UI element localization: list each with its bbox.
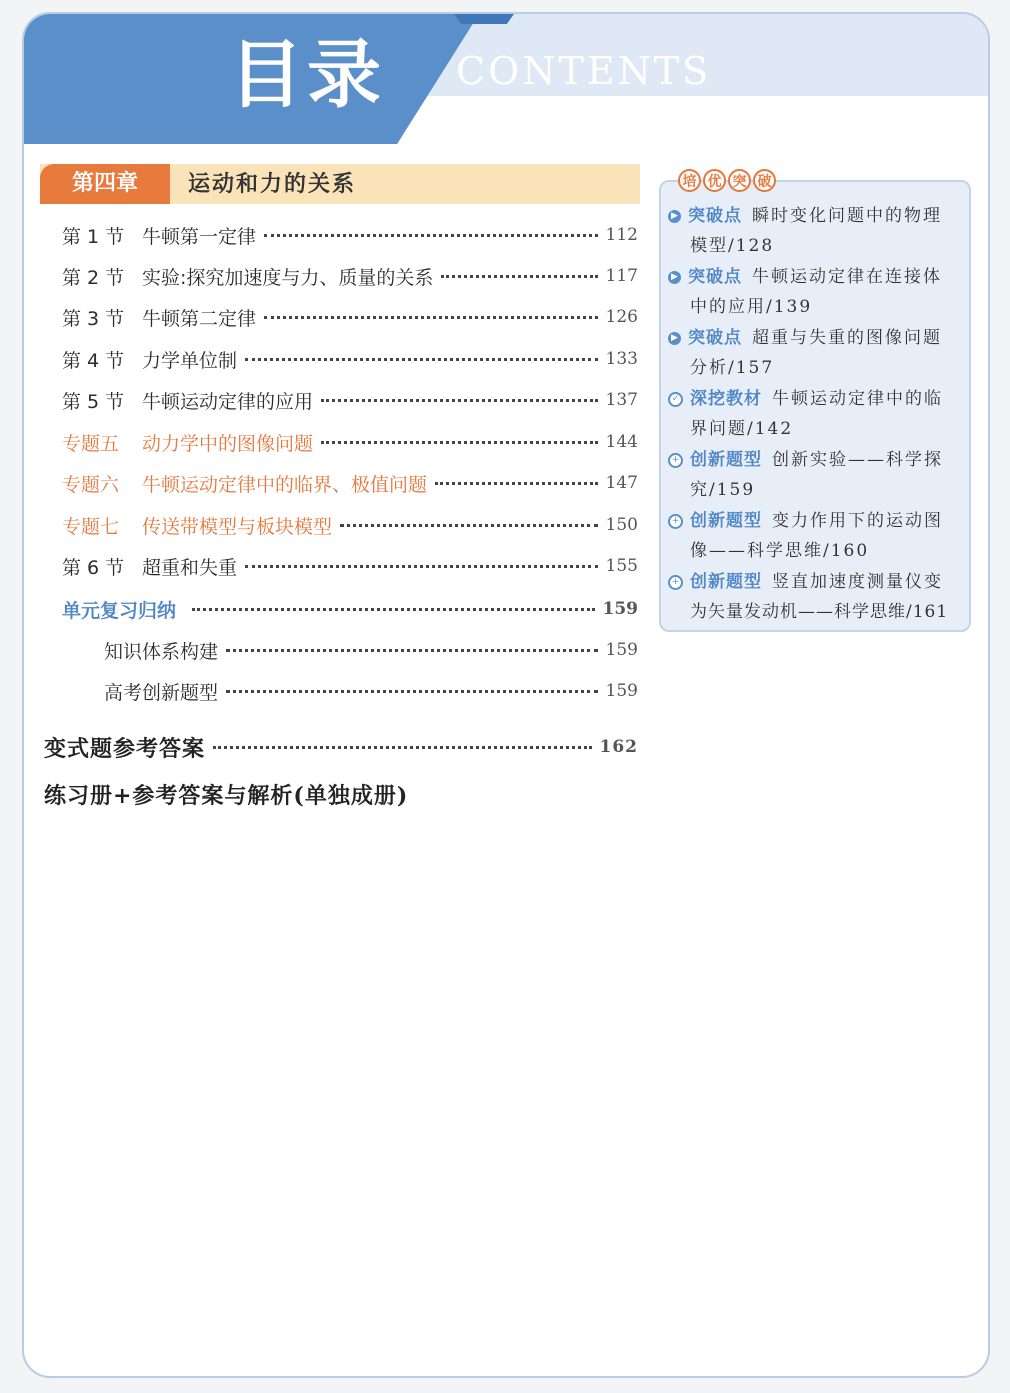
toc-entry[interactable] bbox=[62, 302, 638, 332]
toc-label: 第 3 节 bbox=[62, 307, 125, 330]
chapter-title: 运动和力的关系 bbox=[188, 171, 357, 197]
plus-circle-icon: + bbox=[668, 575, 683, 590]
plus-circle-icon: + bbox=[668, 514, 683, 529]
plus-circle-icon: + bbox=[668, 453, 683, 468]
toc-text: 超重和失重 bbox=[142, 556, 238, 579]
item-tag: 深挖教材 bbox=[690, 389, 762, 409]
leader-dots bbox=[435, 482, 598, 485]
panel-item[interactable] bbox=[668, 384, 968, 444]
answers-entry[interactable] bbox=[44, 732, 638, 762]
item-text-cont: 像——科学思维/160 bbox=[690, 541, 870, 561]
toc-text: 牛顿运动定律中的临界、极值问题 bbox=[142, 473, 428, 496]
toc-text: 知识体系构建 bbox=[104, 640, 219, 663]
badge-char: 优 bbox=[703, 169, 726, 192]
item-tag: 突破点 bbox=[688, 206, 742, 226]
toc-entry[interactable] bbox=[62, 385, 638, 415]
toc-entry-special[interactable] bbox=[62, 510, 638, 540]
panel-item[interactable] bbox=[668, 445, 968, 505]
badge-char: 突 bbox=[728, 169, 751, 192]
panel-item[interactable] bbox=[668, 201, 968, 261]
item-text: 变力作用下的运动图 bbox=[772, 511, 943, 531]
leader-dots bbox=[213, 746, 591, 749]
toc-page: 137 bbox=[605, 390, 638, 410]
toc-label: 第 6 节 bbox=[62, 556, 125, 579]
toc-text: 牛顿运动定律的应用 bbox=[142, 390, 314, 413]
badge-char: 破 bbox=[753, 169, 776, 192]
toc-label: 第 1 节 bbox=[62, 225, 125, 248]
item-text: 超重与失重的图像问题 bbox=[752, 328, 942, 348]
leader-dots bbox=[441, 275, 597, 278]
page-title-en: CONTENTS bbox=[456, 49, 712, 93]
toc-text: 单元复习归纳 bbox=[62, 599, 177, 622]
toc-page: 150 bbox=[605, 515, 638, 535]
panel-item[interactable] bbox=[668, 506, 968, 566]
item-tag: 突破点 bbox=[688, 328, 742, 348]
toc-page: 147 bbox=[605, 473, 638, 493]
item-tag: 创新题型 bbox=[690, 450, 762, 470]
panel-item[interactable] bbox=[668, 567, 968, 627]
toc-text: 力学单位制 bbox=[142, 349, 238, 372]
toc-text: 练习册+参考答案与解析(单独成册) bbox=[44, 782, 409, 809]
toc-text: 牛顿第二定律 bbox=[142, 307, 257, 330]
toc-subentry[interactable] bbox=[104, 635, 638, 665]
item-text: 竖直加速度测量仪变 bbox=[772, 572, 943, 592]
toc-page: 155 bbox=[605, 556, 638, 576]
toc-label: 第 4 节 bbox=[62, 349, 125, 372]
header-accent bbox=[454, 14, 514, 24]
toc-page: 112 bbox=[605, 225, 638, 245]
leader-dots bbox=[192, 608, 594, 611]
item-text-cont: 中的应用/139 bbox=[690, 297, 813, 317]
toc-entry[interactable] bbox=[62, 551, 638, 581]
toc-entry-special[interactable] bbox=[62, 468, 638, 498]
item-tag: 创新题型 bbox=[690, 511, 762, 531]
play-icon: ▶ bbox=[668, 271, 681, 284]
item-text: 牛顿运动定律中的临 bbox=[772, 389, 943, 409]
toc-page: 126 bbox=[605, 307, 638, 327]
badge-char: 培 bbox=[678, 169, 701, 192]
leader-dots bbox=[264, 234, 598, 237]
toc-page: 133 bbox=[605, 349, 638, 369]
leader-dots bbox=[245, 565, 598, 568]
toc-subentry[interactable] bbox=[104, 676, 638, 706]
toc-text: 实验:探究加速度与力、质量的关系 bbox=[142, 266, 434, 289]
item-text: 瞬时变化问题中的物理 bbox=[752, 206, 942, 226]
toc-entry[interactable] bbox=[62, 220, 638, 250]
toc-page: 144 bbox=[605, 432, 638, 452]
item-text: 创新实验——科学探 bbox=[772, 450, 943, 470]
item-text-cont: 究/159 bbox=[690, 480, 756, 500]
item-text: 牛顿运动定律在连接体 bbox=[752, 267, 942, 287]
toc-page: 162 bbox=[599, 737, 638, 757]
toc-page: 159 bbox=[605, 681, 638, 701]
toc-text: 变式题参考答案 bbox=[44, 735, 206, 762]
item-text-cont: 模型/128 bbox=[690, 236, 775, 256]
toc-label: 专题六 bbox=[62, 473, 120, 496]
panel-item[interactable] bbox=[668, 323, 968, 383]
toc-page: 159 bbox=[605, 640, 638, 660]
item-text-cont: 分析/157 bbox=[690, 358, 775, 378]
toc-page: 117 bbox=[605, 266, 638, 286]
leader-dots bbox=[321, 399, 598, 402]
toc-page: 159 bbox=[602, 599, 638, 619]
toc-label: 第 5 节 bbox=[62, 390, 125, 413]
leader-dots bbox=[245, 358, 598, 361]
leader-dots bbox=[226, 690, 598, 693]
unit-review-entry[interactable] bbox=[62, 594, 638, 624]
play-icon: ▶ bbox=[668, 332, 681, 345]
leader-dots bbox=[340, 524, 598, 527]
leader-dots bbox=[264, 316, 598, 319]
item-tag: 创新题型 bbox=[690, 572, 762, 592]
item-tag: 突破点 bbox=[688, 267, 742, 287]
toc-text: 高考创新题型 bbox=[104, 681, 219, 704]
page-title: 目录 bbox=[229, 32, 385, 118]
item-text-cont: 界问题/142 bbox=[690, 419, 794, 439]
chapter-tag: 第四章 bbox=[40, 164, 170, 204]
toc-entry[interactable] bbox=[62, 261, 638, 291]
panel-badges bbox=[678, 169, 776, 192]
leader-dots bbox=[321, 441, 598, 444]
toc-label: 专题五 bbox=[62, 432, 120, 455]
toc-text: 牛顿第一定律 bbox=[142, 225, 257, 248]
toc-label: 第 2 节 bbox=[62, 266, 125, 289]
item-text-cont: 为矢量发动机——科学思维/161 bbox=[690, 602, 949, 622]
toc-text: 动力学中的图像问题 bbox=[142, 432, 314, 455]
toc-text: 传送带模型与板块模型 bbox=[142, 515, 333, 538]
check-circle-icon: ✓ bbox=[668, 392, 683, 407]
toc-entry-special[interactable] bbox=[62, 427, 638, 457]
panel-item[interactable] bbox=[668, 262, 968, 322]
toc-label: 专题七 bbox=[62, 515, 120, 538]
toc-entry[interactable] bbox=[62, 344, 638, 374]
workbook-entry[interactable] bbox=[44, 779, 638, 809]
play-icon: ▶ bbox=[668, 210, 681, 223]
leader-dots bbox=[226, 649, 598, 652]
